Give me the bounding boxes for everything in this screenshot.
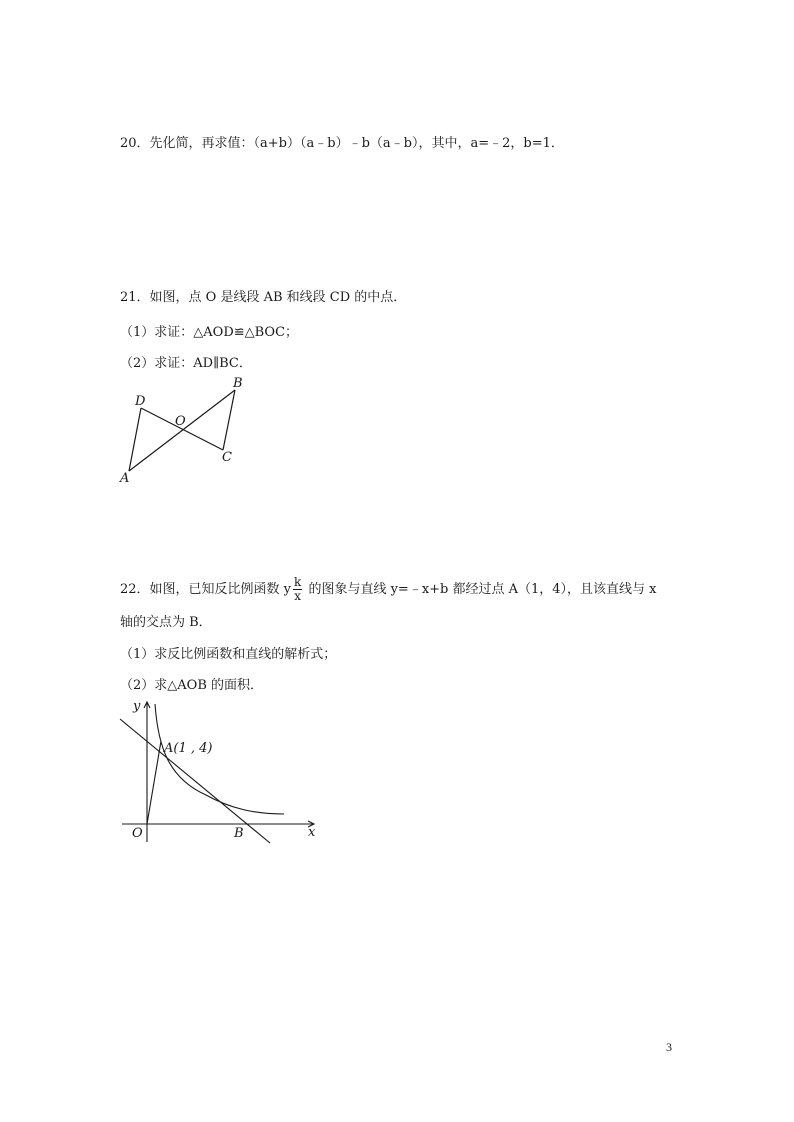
label-x: x bbox=[308, 825, 316, 840]
page-number: 3 bbox=[666, 1040, 672, 1054]
question-22-part-2: （2）求△AOB 的面积． bbox=[120, 678, 264, 693]
question-21-part-2: （2）求证：AD∥BC． bbox=[120, 356, 252, 371]
label-d: D bbox=[135, 394, 146, 409]
question-21-title: 21．如图，点 O 是线段 AB 和线段 CD 的中点． bbox=[120, 290, 407, 305]
fraction-numerator: k bbox=[294, 575, 302, 589]
segment-bc bbox=[223, 390, 235, 450]
question-22-prefix: 22．如图，已知反比例函数 y bbox=[120, 582, 292, 597]
figure-q22-graph bbox=[116, 696, 324, 846]
question-22-part-1: （1）求反比例函数和直线的解析式； bbox=[120, 647, 337, 662]
label-b: B bbox=[233, 376, 243, 391]
label-a: A bbox=[120, 471, 130, 486]
question-22-line-1 bbox=[120, 576, 657, 603]
label-c: C bbox=[222, 450, 232, 465]
fraction-denominator: x bbox=[294, 589, 302, 603]
label-o: O bbox=[132, 826, 143, 841]
segment-oa bbox=[147, 741, 161, 824]
fraction-k-over-x bbox=[293, 576, 302, 603]
label-y: y bbox=[133, 699, 141, 714]
question-21-part-1: （1）求证：△AOD≌△BOC； bbox=[120, 325, 299, 340]
question-20-text: 20．先化简，再求值：（a+b）（a﹣b）﹣b（a﹣b），其中，a=﹣2，b=1． bbox=[120, 136, 564, 151]
label-o: O bbox=[175, 414, 186, 429]
question-22-line-2: 轴的交点为 B． bbox=[120, 615, 212, 630]
figure-q21-bowtie bbox=[116, 372, 252, 488]
label-a-point: A(1 , 4) bbox=[164, 741, 213, 756]
segment-ad bbox=[129, 408, 141, 471]
question-22-suffix: 的图象与直线 y=﹣x+b 都经过点 A（1，4），且该直线与 x bbox=[304, 582, 657, 597]
hyperbola-curve bbox=[155, 704, 284, 814]
label-b: B bbox=[234, 826, 244, 841]
